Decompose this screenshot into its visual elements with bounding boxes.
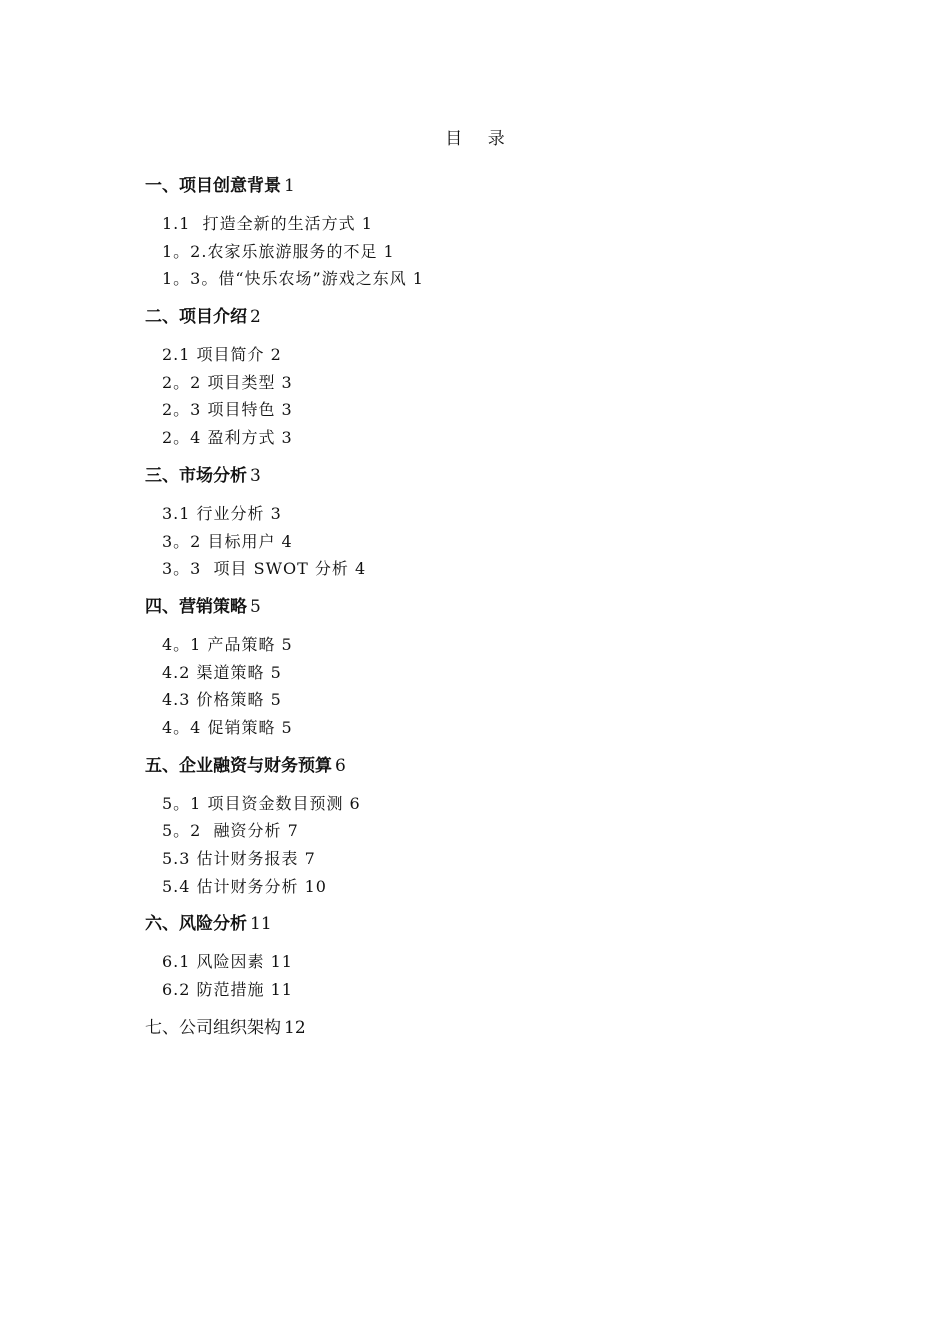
toc-subsection-item[interactable]: 5。1 项目资金数目预测 6 <box>162 793 361 813</box>
toc-section-heading[interactable] <box>145 593 845 621</box>
toc-subsection-item[interactable]: 4.3 价格策略 5 <box>162 690 282 710</box>
toc-section-heading[interactable] <box>145 462 845 490</box>
toc-subsection-item[interactable]: 4。4 促销策略 5 <box>162 717 293 737</box>
toc-section-heading[interactable] <box>145 1014 845 1042</box>
toc-subsection-item[interactable]: 5.3 估计财务报表 7 <box>162 849 316 868</box>
toc-subsection-item[interactable]: 3.1 行业分析 3 <box>162 503 282 523</box>
toc-page-number: 12 <box>284 1017 306 1038</box>
toc-subsection-item[interactable]: 3。3 项目 SWOT 分析 4 <box>162 559 367 579</box>
toc-subsection-item[interactable]: 3。2 目标用户 4 <box>162 531 293 551</box>
toc-section <box>145 593 845 742</box>
toc-subsection-list <box>145 631 845 742</box>
toc-section-heading[interactable] <box>145 172 845 200</box>
toc-page-number: 2 <box>250 307 261 328</box>
toc-section-label: 三、市场分析 <box>145 465 247 486</box>
toc-subsection-list <box>145 790 845 901</box>
toc-subsection-list <box>145 500 845 583</box>
toc-subsection-item[interactable]: 2。2 项目类型 3 <box>162 372 293 392</box>
toc-subsection-item[interactable]: 6.1 风险因素 11 <box>162 952 293 972</box>
toc-section-heading[interactable] <box>145 910 845 938</box>
toc-subsection-item[interactable]: 1。2.农家乐旅游服务的不足 1 <box>162 241 395 261</box>
toc-section-heading[interactable] <box>145 752 845 780</box>
toc-subsection-item[interactable]: 1.1 打造全新的生活方式 1 <box>162 214 373 233</box>
toc-section-label: 七、公司组织架构 <box>145 1017 281 1038</box>
toc-section-label: 五、企业融资与财务预算 <box>145 755 332 776</box>
toc-subsection-item[interactable]: 6.2 防范措施 11 <box>162 980 293 1000</box>
toc-subsection-list <box>145 210 845 293</box>
table-of-contents <box>145 172 845 1052</box>
toc-subsection-item[interactable]: 4.2 渠道策略 5 <box>162 662 282 682</box>
toc-section-label: 六、风险分析 <box>145 914 247 935</box>
toc-section <box>145 172 845 293</box>
toc-section-label: 二、项目介绍 <box>145 307 247 328</box>
toc-subsection-list <box>145 948 845 1003</box>
toc-page-number: 6 <box>335 755 346 776</box>
toc-subsection-item[interactable]: 5。2 融资分析 7 <box>162 821 299 841</box>
toc-section-label: 一、项目创意背景 <box>145 176 281 196</box>
toc-section <box>145 752 845 901</box>
toc-subsection-item[interactable]: 2。4 盈利方式 3 <box>162 428 293 448</box>
toc-section <box>145 462 845 583</box>
toc-section <box>145 910 845 1003</box>
toc-section <box>145 1014 845 1042</box>
toc-page-number: 5 <box>250 596 261 617</box>
toc-section <box>145 303 845 452</box>
toc-page-number: 3 <box>250 465 261 486</box>
toc-page-number: 1 <box>284 176 295 196</box>
toc-subsection-item[interactable]: 1。3。借“快乐农场”游戏之东风 1 <box>162 269 424 289</box>
toc-section-heading[interactable] <box>145 303 845 331</box>
toc-title: 目 录 <box>445 129 515 149</box>
toc-subsection-item[interactable]: 2.1 项目简介 2 <box>162 345 282 365</box>
toc-subsection-list <box>145 341 845 452</box>
toc-subsection-item[interactable]: 2。3 项目特色 3 <box>162 400 293 420</box>
toc-subsection-item[interactable]: 4。1 产品策略 5 <box>162 634 293 654</box>
toc-page-number: 11 <box>250 914 272 935</box>
toc-section-label: 四、营销策略 <box>145 596 247 617</box>
toc-subsection-item[interactable]: 5.4 估计财务分析 10 <box>162 876 327 896</box>
